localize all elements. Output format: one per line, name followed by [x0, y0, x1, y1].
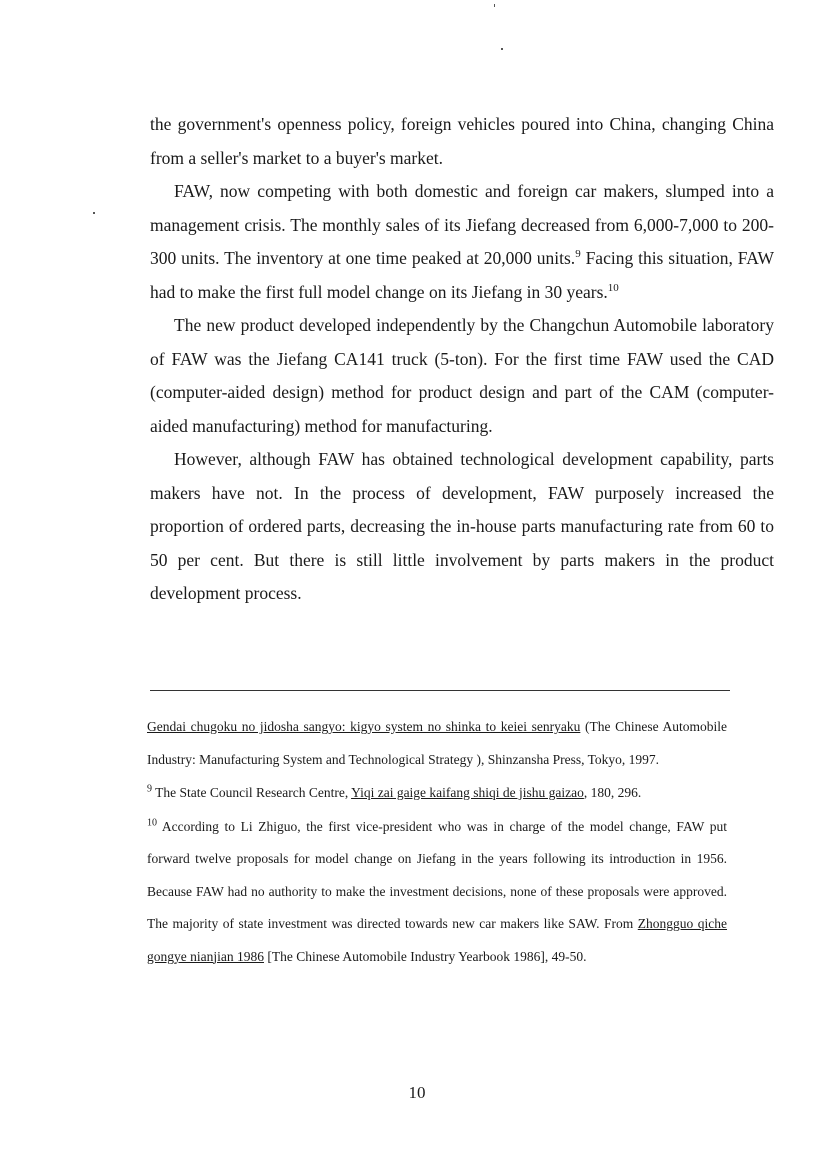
paragraph-faw-crisis — [150, 175, 774, 309]
scan-speck — [501, 48, 503, 50]
paragraph-new-product: The new product developed independently by the Changchun Automobile laboratory of FAW was the Jiefang CA141 truck (5-ton). For the first time FAW used the CAD (computer-aided design) method for product design and part of the CAM (computer-aided manufacturing) method for manufacturing. — [150, 315, 774, 436]
footnote-number: 9 — [147, 783, 152, 795]
body-text — [150, 108, 774, 611]
footnote-text: , 180, 296. — [583, 785, 642, 800]
scan-speck — [93, 212, 95, 214]
footnote-ref-10: 10 — [607, 281, 619, 294]
paragraph-text: FAW, now competing with both domestic and foreign car makers, slumped into a management crisis. The monthly sales of its Jiefang decreased from 6,000-7,000 to 200-300 units. The inventory at one time peaked at 20,000 units. — [150, 181, 774, 268]
footnote-title: Yiqi zai gaige kaifang shiqi de jishu gaizao — [351, 785, 584, 800]
footnote-number: 10 — [147, 817, 157, 828]
footnote-9 — [147, 777, 727, 810]
footnote-text: (The Chinese Automobile Industry: Manufacturing System and Technological Strategy ), Shinzansha Press, Tokyo, 1997. — [147, 719, 727, 767]
footnote-8 — [147, 711, 727, 776]
paragraph-text: Facing this situation, FAW had to make the first full model change on its Jiefang in 30 years. — [150, 248, 774, 302]
footnote-title: Gendai chugoku no jidosha sangyo: kigyo system no shinka to keiei senryaku — [147, 719, 581, 734]
footnote-ref-9: 9 — [575, 248, 581, 261]
footnote-divider — [150, 690, 730, 691]
page-number: 10 — [408, 1083, 426, 1102]
footnote-title: Zhongguo qiche gongye nianjian 1986 — [147, 916, 728, 964]
footnotes — [147, 711, 727, 973]
footnote-text: According to Li Zhiguo, the first vice-president who was in charge of the model change, FAW put forward twelve proposals for model change on Jiefang in the years following its introduction in 1956. Because FAW had no authority to make the investment decisions, none of these proposals were approved. The majority of state investment was directed towards new car makers like SAW. From — [147, 818, 727, 931]
paragraph-parts-makers: However, although FAW has obtained technological development capability, parts makers have not. In the process of development, FAW purposely increased the proportion of ordered parts, decreasing the in-house parts manufacturing rate from 60 to 50 per cent. But there is still little involvement by parts makers in the product development process. — [150, 449, 774, 603]
footnote-text: The State Council Research Centre, — [152, 785, 352, 800]
footnote-text: [The Chinese Automobile Industry Yearbook 1986], 49-50. — [263, 948, 587, 964]
scan-speck — [494, 4, 495, 7]
paragraph-continuation: the government's openness policy, foreign vehicles poured into China, changing China from a seller's market to a buyer's market. — [150, 114, 774, 168]
footnote-10 — [147, 811, 727, 974]
